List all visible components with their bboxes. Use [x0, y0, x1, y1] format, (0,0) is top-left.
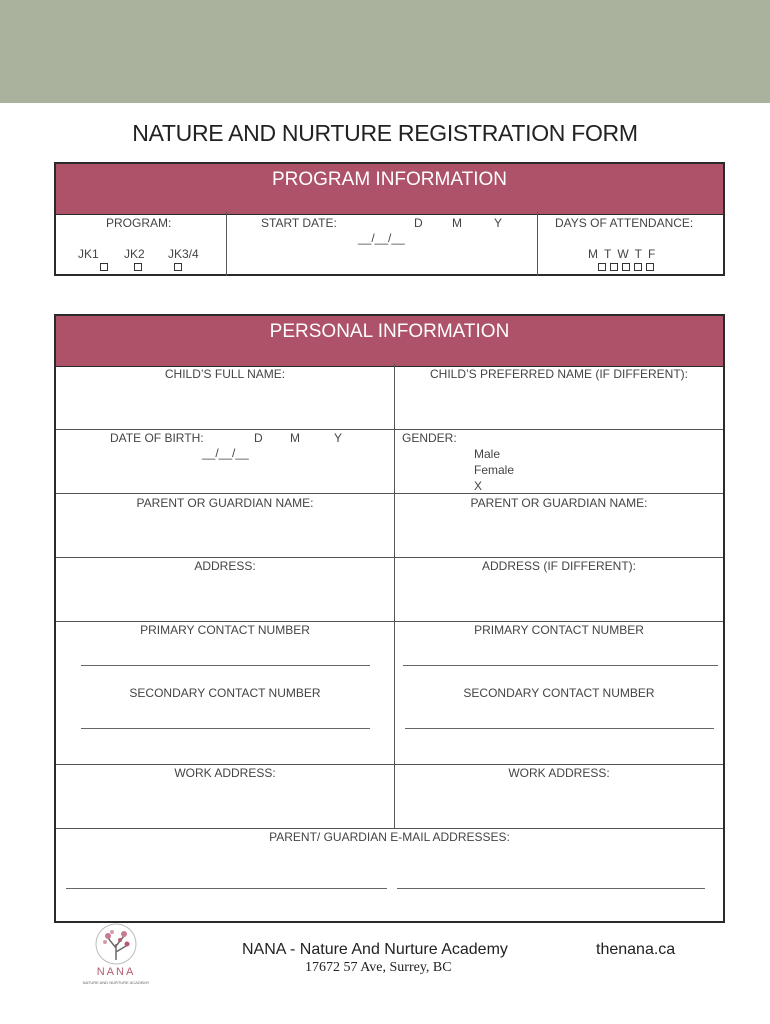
- row-divider: [56, 493, 723, 494]
- checkbox-day-w[interactable]: [622, 263, 630, 271]
- email-2-field[interactable]: [397, 888, 705, 889]
- day-th: T: [634, 247, 649, 261]
- start-date-label: START DATE:: [261, 216, 337, 230]
- org-address: 17672 57 Ave, Surrey, BC: [305, 960, 452, 975]
- email-1-field[interactable]: [66, 888, 387, 889]
- form-title: NATURE AND NURTURE REGISTRATION FORM: [132, 120, 638, 146]
- gender-option-male[interactable]: Male: [474, 447, 501, 461]
- parent-name-1-label: PARENT OR GUARDIAN NAME:: [136, 496, 314, 510]
- start-date-y: Y: [494, 216, 503, 230]
- dob-y: Y: [334, 431, 343, 445]
- email-label: PARENT/ GUARDIAN E-MAIL ADDRESSES:: [269, 830, 510, 844]
- top-banner: [0, 0, 770, 103]
- program-section: [54, 162, 725, 276]
- start-date-field[interactable]: __/__/__: [358, 231, 405, 245]
- org-url[interactable]: thenana.ca: [596, 941, 676, 958]
- secondary-contact-2-label: SECONDARY CONTACT NUMBER: [463, 686, 655, 700]
- primary-contact-2-label: PRIMARY CONTACT NUMBER: [474, 623, 644, 637]
- secondary-contact-1-field[interactable]: [81, 728, 370, 729]
- start-date-d: D: [414, 216, 423, 230]
- secondary-contact-2-field[interactable]: [405, 728, 714, 729]
- divider: [537, 212, 538, 276]
- start-date-m: M: [452, 216, 462, 230]
- personal-section-heading: PERSONAL INFORMATION: [56, 316, 723, 367]
- gender-option-female[interactable]: Female: [474, 463, 515, 477]
- row-divider: [56, 764, 723, 765]
- address-1-label: ADDRESS:: [194, 559, 256, 573]
- row-divider: [56, 429, 723, 430]
- checkbox-day-t[interactable]: [610, 263, 618, 271]
- checkbox-day-m[interactable]: [598, 263, 606, 271]
- program-option-jk1: JK1: [78, 247, 99, 261]
- address-2-label: ADDRESS (IF DIFFERENT):: [481, 559, 636, 573]
- personal-section: [54, 314, 725, 923]
- primary-contact-1-label: PRIMARY CONTACT NUMBER: [140, 623, 310, 637]
- day-t: T: [604, 247, 618, 261]
- program-label: PROGRAM:: [106, 216, 172, 230]
- gender-label: GENDER:: [402, 431, 457, 445]
- gender-option-x[interactable]: X: [474, 479, 483, 493]
- checkbox-jk34[interactable]: [174, 263, 182, 271]
- program-section-heading: PROGRAM INFORMATION: [56, 164, 723, 215]
- logo-wordmark: NANA: [96, 966, 136, 978]
- org-name: NANA - Nature And Nurture Academy: [242, 941, 508, 958]
- logo-subtext: NATURE AND NURTURE ACADEMY: [82, 980, 150, 985]
- parent-name-2-label: PARENT OR GUARDIAN NAME:: [470, 496, 648, 510]
- checkbox-day-th[interactable]: [634, 263, 642, 271]
- row-divider: [56, 557, 723, 558]
- child-full-name-label: CHILD’S FULL NAME:: [164, 367, 286, 381]
- program-option-jk34: JK3/4: [168, 247, 199, 261]
- dob-d: D: [254, 431, 263, 445]
- checkbox-jk1[interactable]: [100, 263, 108, 271]
- program-option-jk2: JK2: [124, 247, 145, 261]
- row-divider: [56, 621, 723, 622]
- child-preferred-name-label: CHILD’S PREFERRED NAME (IF DIFFERENT):: [429, 367, 688, 381]
- days-checkboxes: [598, 263, 654, 271]
- divider: [226, 212, 227, 276]
- nana-logo: [82, 922, 150, 994]
- dob-field[interactable]: __/__/__: [202, 446, 249, 460]
- row-divider: [56, 828, 723, 829]
- checkbox-day-f[interactable]: [646, 263, 654, 271]
- day-m: M: [588, 247, 604, 261]
- secondary-contact-1-label: SECONDARY CONTACT NUMBER: [129, 686, 321, 700]
- work-address-2-label: WORK ADDRESS:: [508, 766, 610, 780]
- divider: [394, 364, 395, 828]
- dob-label: DATE OF BIRTH:: [110, 431, 204, 445]
- days-letters: [588, 247, 661, 261]
- primary-contact-2-field[interactable]: [403, 665, 718, 666]
- primary-contact-1-field[interactable]: [81, 665, 370, 666]
- day-w: W: [617, 247, 635, 261]
- dob-m: M: [290, 431, 300, 445]
- checkbox-jk2[interactable]: [134, 263, 142, 271]
- work-address-1-label: WORK ADDRESS:: [174, 766, 276, 780]
- days-label: DAYS OF ATTENDANCE:: [555, 216, 694, 230]
- day-f: F: [648, 247, 662, 261]
